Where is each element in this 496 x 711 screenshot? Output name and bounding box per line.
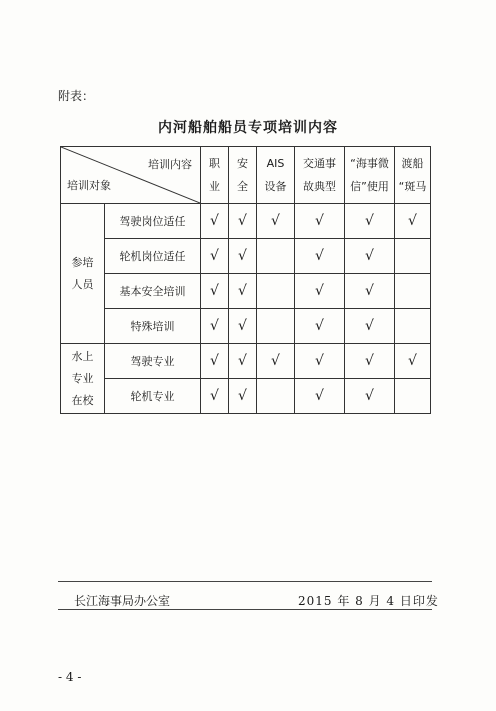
check-cell: √ <box>295 379 345 414</box>
group-label-cell <box>61 204 105 344</box>
check-cell: √ <box>295 309 345 344</box>
check-cell: √ <box>345 274 395 309</box>
check-cell: √ <box>395 344 431 379</box>
check-cell: √ <box>295 274 345 309</box>
check-cell <box>257 239 295 274</box>
row-label: 驾驶岗位适任 <box>105 204 201 239</box>
table-row <box>61 239 431 274</box>
check-cell: √ <box>229 344 257 379</box>
check-cell <box>257 309 295 344</box>
check-cell: √ <box>345 344 395 379</box>
check-cell: √ <box>395 204 431 239</box>
issuing-office: 长江海事局办公室 <box>74 594 171 608</box>
page-number: - 4 - <box>58 670 82 684</box>
column-header: AIS 设备 <box>257 147 295 204</box>
check-cell: √ <box>201 379 229 414</box>
check-cell: √ <box>229 204 257 239</box>
table-title: 内河船舶船员专项培训内容 <box>158 120 338 136</box>
check-cell: √ <box>345 379 395 414</box>
group-label-line: 参培 <box>71 255 94 269</box>
check-cell: √ <box>345 309 395 344</box>
check-cell <box>257 274 295 309</box>
check-cell: √ <box>229 274 257 309</box>
check-cell: √ <box>295 239 345 274</box>
check-cell: √ <box>229 379 257 414</box>
check-cell <box>395 379 431 414</box>
corner-training-target: 培训对象 <box>67 179 111 192</box>
attachment-label: 附表： <box>58 89 95 103</box>
training-table <box>60 146 431 414</box>
group-label-line: 人员 <box>71 277 94 291</box>
check-cell <box>257 379 295 414</box>
group-label-cell <box>61 344 105 414</box>
check-cell: √ <box>229 309 257 344</box>
corner-training-content: 培训内容 <box>148 158 192 171</box>
row-label: 基本安全培训 <box>105 274 201 309</box>
table-row <box>61 379 431 414</box>
check-cell: √ <box>345 239 395 274</box>
check-cell: √ <box>201 239 229 274</box>
check-cell: √ <box>257 204 295 239</box>
row-label: 轮机专业 <box>105 379 201 414</box>
check-cell: √ <box>201 344 229 379</box>
footer-bottom-rule <box>58 609 432 610</box>
table-row <box>61 274 431 309</box>
group-label-line: 在校 <box>71 393 94 407</box>
issue-date: 2015 年 8 月 4 日印发 <box>298 594 439 608</box>
footer-top-rule <box>58 581 432 582</box>
check-cell: √ <box>201 204 229 239</box>
row-label: 特殊培训 <box>105 309 201 344</box>
check-cell: √ <box>345 204 395 239</box>
column-header: “海事微 信”使用 <box>345 147 395 204</box>
column-header: 渡船 “斑马 <box>395 147 431 204</box>
row-label: 轮机岗位适任 <box>105 239 201 274</box>
check-cell: √ <box>229 239 257 274</box>
check-cell <box>395 274 431 309</box>
corner-header-cell <box>61 147 201 204</box>
check-cell: √ <box>295 204 345 239</box>
row-label: 驾驶专业 <box>105 344 201 379</box>
check-cell <box>395 239 431 274</box>
check-cell: √ <box>201 309 229 344</box>
check-cell: √ <box>295 344 345 379</box>
table-row <box>61 344 431 379</box>
group-label-line: 专业 <box>71 371 94 385</box>
header-row <box>61 147 431 204</box>
column-header: 职 业 <box>201 147 229 204</box>
table-row <box>61 204 431 239</box>
check-cell <box>395 309 431 344</box>
check-cell: √ <box>257 344 295 379</box>
column-header: 交通事 故典型 <box>295 147 345 204</box>
table-row <box>61 309 431 344</box>
group-label-line: 水上 <box>71 349 94 363</box>
column-header: 安 全 <box>229 147 257 204</box>
check-cell: √ <box>201 274 229 309</box>
